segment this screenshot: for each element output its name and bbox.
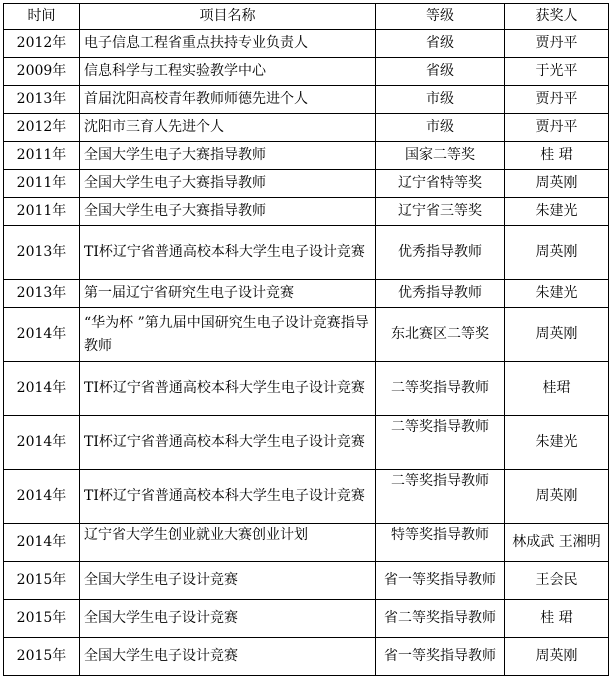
winner-cell: 朱建光 xyxy=(505,416,609,470)
project-cell: 沈阳市三育人先进个人 xyxy=(80,114,376,142)
project-cell: 全国大学生电子设计竞赛 xyxy=(80,562,376,600)
table-row xyxy=(4,170,609,198)
project-cell: 辽宁省大学生创业就业大赛创业计划 xyxy=(80,524,376,562)
level-cell: 省级 xyxy=(376,30,505,58)
year-cell: 2011年 xyxy=(4,198,80,226)
year-cell: 2013年 xyxy=(4,86,80,114)
winner-cell: 朱建光 xyxy=(505,198,609,226)
level-cell: 特等奖指导教师 xyxy=(376,524,505,562)
table-row xyxy=(4,86,609,114)
table-row xyxy=(4,362,609,416)
table-row xyxy=(4,280,609,308)
year-cell: 2014年 xyxy=(4,416,80,470)
table-row xyxy=(4,638,609,676)
level-cell: 省级 xyxy=(376,58,505,86)
table-row xyxy=(4,114,609,142)
year-cell: 2015年 xyxy=(4,638,80,676)
level-cell: 二等奖指导教师 xyxy=(376,470,505,524)
project-cell: TI杯辽宁省普通高校本科大学生电子设计竞赛 xyxy=(80,362,376,416)
table-row xyxy=(4,416,609,470)
level-cell: 市级 xyxy=(376,114,505,142)
table-row xyxy=(4,470,609,524)
year-cell: 2015年 xyxy=(4,562,80,600)
winner-cell: 贾丹平 xyxy=(505,86,609,114)
project-cell: 第一届辽宁省研究生电子设计竞赛 xyxy=(80,280,376,308)
level-cell: 东北赛区二等奖 xyxy=(376,308,505,362)
table-row xyxy=(4,142,609,170)
year-cell: 2012年 xyxy=(4,30,80,58)
level-cell: 省二等奖指导教师 xyxy=(376,600,505,638)
project-cell: TI杯辽宁省普通高校本科大学生电子设计竞赛 xyxy=(80,470,376,524)
header-project: 项目名称 xyxy=(80,4,376,30)
level-cell: 二等奖指导教师 xyxy=(376,416,505,470)
table-row xyxy=(4,562,609,600)
awards-table xyxy=(3,3,609,676)
year-cell: 2009年 xyxy=(4,58,80,86)
table-row xyxy=(4,524,609,562)
year-cell: 2014年 xyxy=(4,470,80,524)
winner-cell: 桂珺 xyxy=(505,362,609,416)
year-cell: 2012年 xyxy=(4,114,80,142)
header-time: 时间 xyxy=(4,4,80,30)
project-cell: “华为杯 ”第九届中国研究生电子设计竞赛指导教师 xyxy=(80,308,376,362)
table-row xyxy=(4,30,609,58)
year-cell: 2014年 xyxy=(4,308,80,362)
level-cell: 优秀指导教师 xyxy=(376,280,505,308)
table-row xyxy=(4,58,609,86)
level-cell: 辽宁省三等奖 xyxy=(376,198,505,226)
level-cell: 市级 xyxy=(376,86,505,114)
project-cell: 全国大学生电子大赛指导教师 xyxy=(80,170,376,198)
table-row xyxy=(4,600,609,638)
year-cell: 2011年 xyxy=(4,170,80,198)
year-cell: 2014年 xyxy=(4,362,80,416)
winner-cell: 周英刚 xyxy=(505,308,609,362)
winner-cell: 周英刚 xyxy=(505,638,609,676)
table-row xyxy=(4,308,609,362)
project-cell: 电子信息工程省重点扶持专业负责人 xyxy=(80,30,376,58)
project-cell: 信息科学与工程实验教学中心 xyxy=(80,58,376,86)
level-cell: 优秀指导教师 xyxy=(376,226,505,280)
table-row xyxy=(4,226,609,280)
level-cell: 省一等奖指导教师 xyxy=(376,562,505,600)
year-cell: 2014年 xyxy=(4,524,80,562)
winner-cell: 于光平 xyxy=(505,58,609,86)
header-row xyxy=(4,4,609,30)
project-cell: 全国大学生电子设计竞赛 xyxy=(80,600,376,638)
winner-cell: 王会民 xyxy=(505,562,609,600)
table-row xyxy=(4,198,609,226)
project-cell: TI杯辽宁省普通高校本科大学生电子设计竞赛 xyxy=(80,416,376,470)
year-cell: 2013年 xyxy=(4,226,80,280)
winner-cell: 桂 珺 xyxy=(505,142,609,170)
project-cell: 全国大学生电子设计竞赛 xyxy=(80,638,376,676)
header-level: 等级 xyxy=(376,4,505,30)
year-cell: 2015年 xyxy=(4,600,80,638)
level-cell: 二等奖指导教师 xyxy=(376,362,505,416)
winner-cell: 周英刚 xyxy=(505,170,609,198)
level-cell: 国家二等奖 xyxy=(376,142,505,170)
winner-cell: 林成武 王湘明 xyxy=(505,524,609,562)
project-cell: 全国大学生电子大赛指导教师 xyxy=(80,198,376,226)
header-winner: 获奖人 xyxy=(505,4,609,30)
winner-cell: 贾丹平 xyxy=(505,114,609,142)
project-cell: TI杯辽宁省普通高校本科大学生电子设计竞赛 xyxy=(80,226,376,280)
winner-cell: 周英刚 xyxy=(505,226,609,280)
winner-cell: 桂 珺 xyxy=(505,600,609,638)
level-cell: 辽宁省特等奖 xyxy=(376,170,505,198)
winner-cell: 贾丹平 xyxy=(505,30,609,58)
project-cell: 首届沈阳高校青年教师师德先进个人 xyxy=(80,86,376,114)
project-cell: 全国大学生电子大赛指导教师 xyxy=(80,142,376,170)
winner-cell: 周英刚 xyxy=(505,470,609,524)
year-cell: 2013年 xyxy=(4,280,80,308)
winner-cell: 朱建光 xyxy=(505,280,609,308)
level-cell: 省一等奖指导教师 xyxy=(376,638,505,676)
year-cell: 2011年 xyxy=(4,142,80,170)
